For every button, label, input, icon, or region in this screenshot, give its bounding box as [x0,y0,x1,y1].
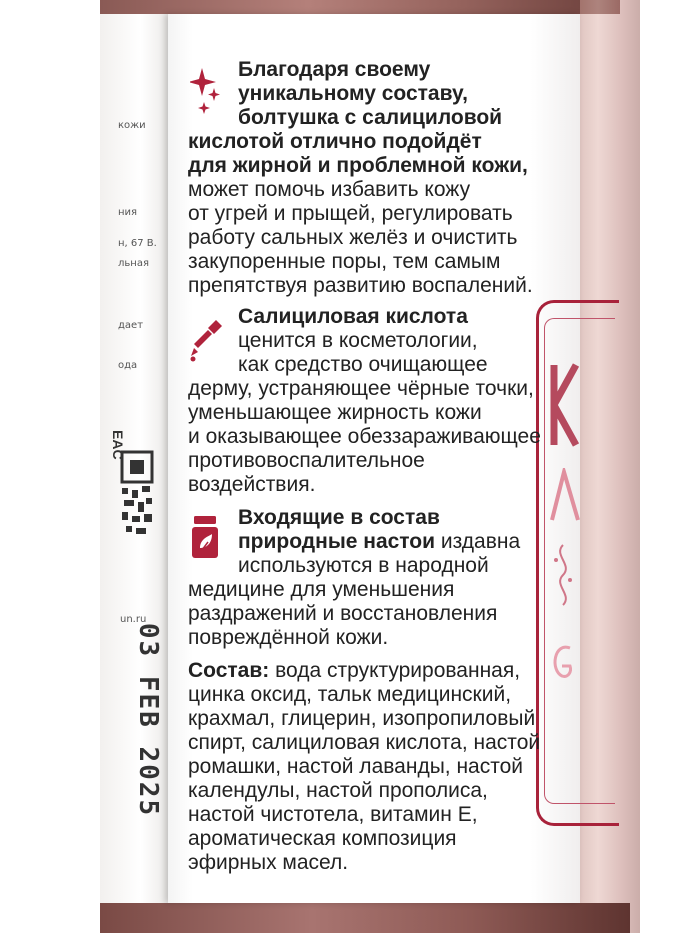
back-fragment: ода [118,360,138,371]
decorative-letter-icon [548,640,574,680]
bottle-glass-bottom [100,903,630,933]
infusions-line: раздражений и восстановления [188,602,498,625]
salicylic-line: ценится в косметологии, [238,329,478,352]
composition-line: эфирных масел. [188,851,349,874]
intro-bold-line: уникальному составу, [238,82,468,105]
back-fragment: льная [118,258,149,269]
eac-mark: EAC [110,430,126,460]
intro-bold-line: для жирной и проблемной кожи, [188,154,528,177]
decorative-letter-icon [546,360,580,450]
composition-line: настой чистотела, витамин Е, [188,803,478,826]
composition-first-line: Состав: вода структурированная, [188,659,521,682]
intro-line: закупоренные поры, тем самым [188,250,501,273]
bottle-glass-top [100,0,620,14]
composition-line: крахмал, глицерин, изопропиловый [188,707,536,730]
composition-line: цинка оксид, тальк медицинский, [188,683,512,706]
infusions-line: медицине для уменьшения [188,578,455,601]
ornament-icon [548,540,578,620]
salicylic-line: как средство очищающее [238,353,488,376]
salicylic-line: уменьшающее жирность кожи [188,401,482,424]
salicylic-line: воздействия. [188,473,316,496]
composition-line: календулы, настой прополиса, [188,779,488,802]
salicylic-title: Салициловая кислота [238,305,468,328]
qr-code-icon [120,450,156,540]
infusions-title-row: природные настои издавна [238,530,521,553]
composition-line: ароматическая композиция [188,827,457,850]
composition-line: спирт, салициловая кислота, настой [188,731,541,754]
site-fragment: un.ru [120,614,147,625]
intro-line: препятствуя развитию воспалений. [188,274,533,297]
sparkle-icon [190,66,222,116]
decorative-letter-icon [548,468,580,524]
composition-line: ромашки, настой лаванды, настой [188,755,524,778]
intro-line: работу сальных желёз и очистить [188,226,518,249]
herbal-jar-icon [190,514,220,560]
intro-bold-line: кислотой отлично подойдёт [188,130,482,153]
intro-bold-line: болтушка с салициловой [238,106,503,129]
intro-line: от угрей и прыщей, регулировать [188,202,513,225]
infusions-line: используются в народной [238,554,489,577]
infusions-title: Входящие в состав [238,506,440,529]
salicylic-line: дерму, устраняющее чёрные точки, [188,377,534,400]
back-fragment: кожи [118,120,146,131]
back-fragment: н, 67 В. [118,238,157,249]
salicylic-line: и оказывающее обеззараживающее [188,425,541,448]
date-stamp: 03 FEB 2025 [133,622,163,818]
infusions-line: повреждённой кожи. [188,626,389,649]
intro-line: может помочь избавить кожу [188,178,471,201]
dropper-icon [188,318,224,362]
back-fragment: ния [118,207,138,218]
salicylic-line: противовоспалительное [188,449,425,472]
intro-bold-line: Благодаря своему [238,58,431,81]
back-fragment: дает [118,320,144,331]
